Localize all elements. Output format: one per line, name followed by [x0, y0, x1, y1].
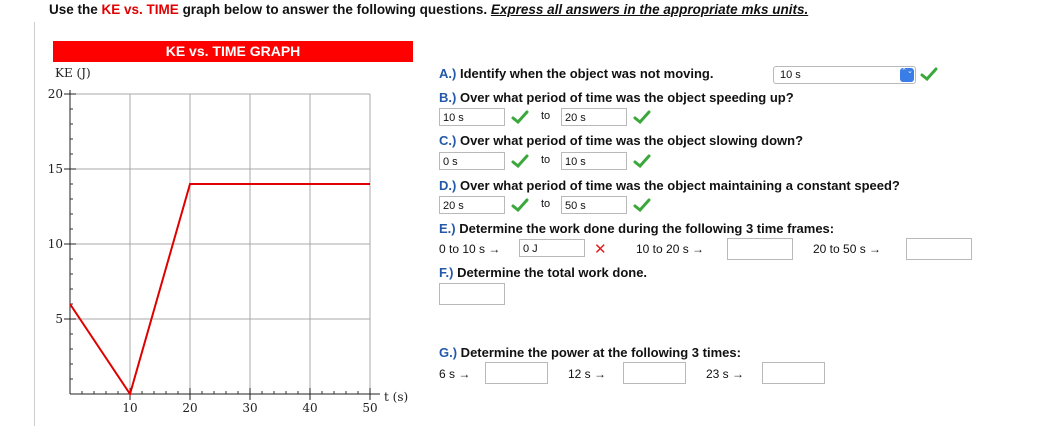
ke-time-chart — [0, 0, 440, 426]
incorrect-x-icon: ✕ — [594, 241, 607, 258]
x-tick-label: 20 — [182, 401, 198, 415]
question-c-label: C.) — [439, 133, 457, 148]
answer-c-to-input[interactable]: 10 s — [561, 152, 627, 170]
power-time-2-label: 12 s → — [568, 367, 607, 381]
answer-a-select[interactable] — [773, 66, 916, 84]
x-tick-label: 10 — [122, 401, 138, 415]
question-d — [439, 178, 900, 193]
y-axis-label: KE (J) — [55, 66, 91, 80]
work-frame-2-label: 10 to 20 s → — [636, 242, 705, 256]
correct-check-icon — [511, 154, 529, 168]
instructions-middle: graph below to answer the following questions. — [178, 2, 491, 17]
correct-check-icon — [511, 110, 529, 124]
question-b-label: B.) — [439, 90, 457, 105]
power-time-3-input[interactable] — [762, 362, 825, 384]
instructions-prefix: Use the — [49, 2, 102, 17]
y-tick-label: 20 — [47, 87, 63, 101]
work-frame-1-label: 0 to 10 s → — [439, 242, 501, 256]
question-a-text: Identify when the object was not moving. — [456, 66, 714, 81]
question-c-text: Over what period of time was the object slowing down? — [456, 133, 804, 148]
x-tick-label: 40 — [302, 401, 318, 415]
graph-title: KE vs. TIME GRAPH — [53, 41, 413, 62]
y-tick-label: 5 — [55, 312, 63, 326]
x-tick-label: 30 — [242, 401, 258, 415]
answer-b-to-input[interactable]: 20 s — [561, 108, 627, 126]
y-tick-label: 10 — [47, 237, 63, 251]
to-label: to — [541, 110, 551, 122]
question-b — [439, 90, 794, 105]
correct-check-icon — [633, 154, 651, 168]
total-work-input[interactable] — [439, 283, 505, 305]
question-g-text: Determine the power at the following 3 times: — [457, 345, 741, 360]
question-c — [439, 133, 803, 148]
power-time-1-input[interactable] — [485, 362, 548, 384]
question-g-label: G.) — [439, 345, 458, 360]
question-f-text: Determine the total work done. — [453, 265, 648, 280]
answer-c-from-input[interactable]: 0 s — [439, 152, 505, 170]
answer-b-from-input[interactable]: 10 s — [439, 108, 505, 126]
correct-check-icon — [633, 110, 651, 124]
question-d-label: D.) — [439, 178, 457, 193]
correct-check-icon — [920, 67, 938, 81]
power-time-3-label: 23 s → — [706, 367, 745, 381]
ke-series-line — [70, 184, 370, 394]
question-f-label: F.) — [439, 265, 454, 280]
select-arrows-icon: ⌃⌄ — [900, 68, 914, 82]
question-e-label: E.) — [439, 221, 456, 236]
question-f — [439, 265, 647, 280]
question-b-text: Over what period of time was the object speeding up? — [456, 90, 794, 105]
x-tick-label: 50 — [362, 401, 378, 415]
work-frame-2-input[interactable] — [727, 238, 793, 260]
work-frame-3-label: 20 to 50 s → — [813, 242, 882, 256]
x-axis-label: t (s) — [384, 390, 409, 404]
work-frame-1-input[interactable]: 0 J — [519, 239, 585, 257]
instructions-highlight: KE vs. TIME — [101, 2, 179, 17]
question-e — [439, 221, 834, 236]
answer-d-from-input[interactable]: 20 s — [439, 196, 505, 214]
correct-check-icon — [633, 198, 651, 212]
power-time-1-label: 6 s → — [439, 367, 471, 381]
question-d-text: Over what period of time was the object maintaining a constant speed? — [456, 178, 900, 193]
power-time-2-input[interactable] — [623, 362, 686, 384]
question-e-text: Determine the work done during the following 3 time frames: — [455, 221, 835, 236]
answer-a-value: 10 s — [780, 69, 801, 81]
correct-check-icon — [511, 198, 529, 212]
y-tick-label: 15 — [47, 162, 63, 176]
instructions-emphasis: Express all answers in the appropriate mks units. — [490, 2, 809, 17]
question-g — [439, 345, 741, 360]
work-frame-3-input[interactable] — [906, 238, 972, 260]
to-label: to — [541, 154, 551, 166]
to-label: to — [541, 198, 551, 210]
answer-d-to-input[interactable]: 50 s — [561, 196, 627, 214]
question-a — [439, 66, 713, 81]
question-a-label: A.) — [439, 66, 457, 81]
